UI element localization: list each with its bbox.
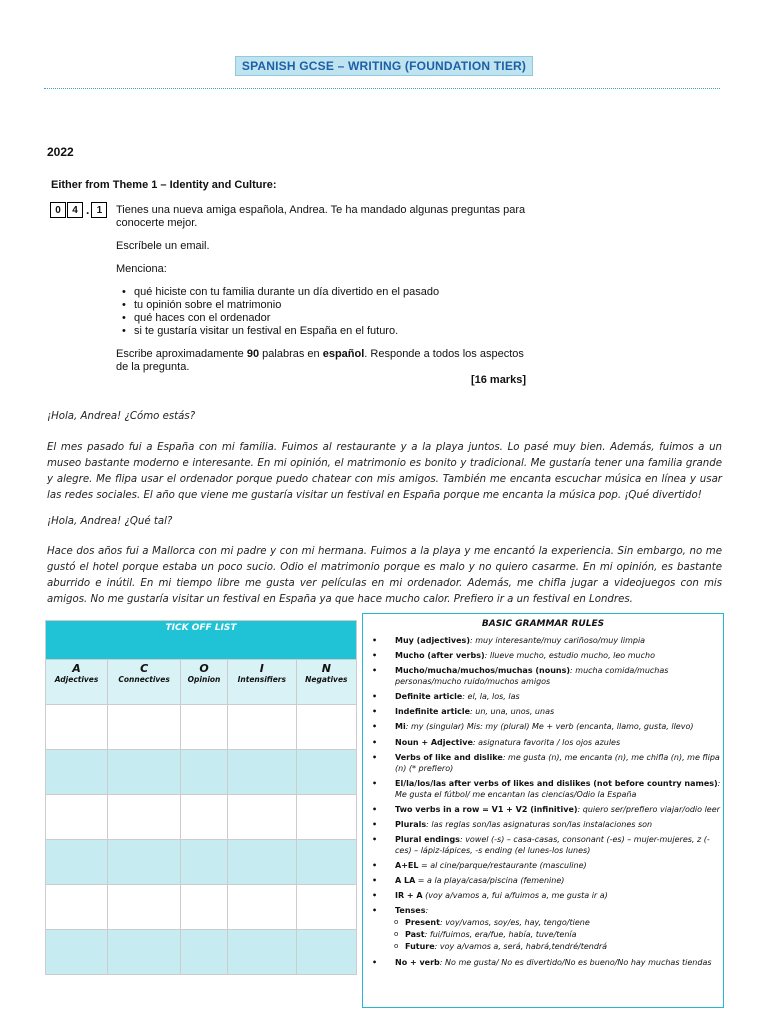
list-item xyxy=(363,778,723,800)
question-instruction: Escríbele un email. xyxy=(116,240,210,252)
list-item xyxy=(363,635,723,646)
tick-cell[interactable] xyxy=(181,705,228,750)
page-title: SPANISH GCSE – WRITING (FOUNDATION TIER) xyxy=(235,56,533,76)
rule-text: : my (singular) Mis: my (plural) Me + verb (encanta, llamo, gusta, llevo) xyxy=(405,722,694,732)
rule-text: : un, una, unos, unas xyxy=(470,707,555,717)
rule-text: : quiero ser/prefiero viajar/odio leer xyxy=(577,804,720,814)
rule-label: Mucho/mucha/muchos/muchas (nouns) xyxy=(395,666,571,676)
rule-label: Mucho (after verbs) xyxy=(395,651,485,661)
list-item: • tu opinión sobre el matrimonio xyxy=(126,299,526,312)
question-bullets xyxy=(116,286,526,338)
question-digit: 1 xyxy=(91,202,107,218)
tick-off-list xyxy=(45,620,357,975)
tick-cell[interactable] xyxy=(296,750,356,795)
tick-cell[interactable] xyxy=(227,795,296,840)
list-item: • qué haces con el ordenador xyxy=(126,312,526,325)
tick-column-opinion xyxy=(181,660,228,705)
rule-text: = al cine/parque/restaurante (masculine) xyxy=(418,861,587,871)
theme-heading: Either from Theme 1 – Identity and Culture: xyxy=(51,179,277,191)
rule-text: : No me gusta/ No es divertido/No es bueno/No hay muchas tiendas xyxy=(439,958,712,968)
rule-text: : Me gusta el fútbol/ me encantan las ciencias/Odio la España xyxy=(395,778,721,799)
rule-text: : me gusta (n), me encanta (n), me chifla (n), me flipa (n) (* prefiero) xyxy=(395,752,720,773)
tick-cell[interactable] xyxy=(227,885,296,930)
column-word: Intensifiers xyxy=(237,675,286,684)
column-letter: A xyxy=(72,662,81,675)
tick-column-intensifiers xyxy=(227,660,296,705)
question-intro: Tienes una nueva amiga española, Andrea. Te ha mandado algunas preguntas para conocerte mejor. xyxy=(116,204,526,229)
list-item xyxy=(363,941,723,952)
tick-cell[interactable] xyxy=(181,750,228,795)
tick-cell[interactable] xyxy=(108,840,181,885)
rule-text: : asignatura favorita / los ojos azules xyxy=(472,737,621,747)
question-dot: . xyxy=(86,203,90,217)
exam-year: 2022 xyxy=(47,145,74,159)
rule-label: Plural endings xyxy=(395,835,460,845)
tick-cell[interactable] xyxy=(227,750,296,795)
table-row xyxy=(46,840,357,885)
list-item xyxy=(363,860,723,871)
question-text xyxy=(116,204,526,387)
tense-text: : fui/fuimos, era/fue, había, tuve/tenía xyxy=(424,930,577,940)
tick-column-negatives xyxy=(296,660,356,705)
rule-label: IR + A xyxy=(395,891,423,901)
table-row xyxy=(46,750,357,795)
column-word: Connectives xyxy=(118,675,170,684)
column-word: Adjectives xyxy=(54,675,99,684)
column-letter: C xyxy=(140,662,149,675)
list-item xyxy=(363,650,723,661)
tick-cell[interactable] xyxy=(46,930,108,975)
tick-cell[interactable] xyxy=(181,930,228,975)
tense-label: Future xyxy=(405,942,435,952)
table-row xyxy=(46,795,357,840)
list-item xyxy=(363,875,723,886)
list-item xyxy=(363,834,723,856)
tick-cell[interactable] xyxy=(181,885,228,930)
list-item xyxy=(363,905,723,916)
question-digit: 4 xyxy=(67,202,83,218)
tick-cell[interactable] xyxy=(46,795,108,840)
column-letter: N xyxy=(321,662,331,675)
rule-label: Definite article xyxy=(395,692,463,702)
table-row xyxy=(46,930,357,975)
column-word: Opinion xyxy=(187,675,221,684)
tick-cell[interactable] xyxy=(108,750,181,795)
grammar-rules-box xyxy=(362,613,724,1008)
tick-cell[interactable] xyxy=(46,705,108,750)
list-item xyxy=(363,957,723,968)
list-item xyxy=(363,691,723,702)
grammar-title: BASIC GRAMMAR RULES xyxy=(481,619,605,629)
rule-text: : llueve mucho, estudio mucho, leo mucho xyxy=(484,651,655,661)
list-item: • qué hiciste con tu familia durante un día divertido en el pasado xyxy=(126,286,526,299)
word-count-language: español xyxy=(322,348,365,360)
mention-label: Menciona: xyxy=(116,263,167,275)
list-item xyxy=(363,665,723,687)
tick-cell[interactable] xyxy=(227,930,296,975)
rule-label: Verbs of like and dislike xyxy=(395,752,503,762)
tick-cell[interactable] xyxy=(296,705,356,750)
rule-text: : xyxy=(425,906,429,916)
rule-text: = a la playa/casa/piscina (femenine) xyxy=(415,876,565,886)
tick-column-adjectives xyxy=(46,660,108,705)
essay-1-greeting: ¡Hola, Andrea! ¿Cómo estás? xyxy=(47,411,196,422)
column-letter: I xyxy=(259,662,264,675)
list-item: • si te gustaría visitar un festival en España en el futuro. xyxy=(126,325,526,338)
list-item xyxy=(363,706,723,717)
word-count-instruction xyxy=(116,348,526,374)
tick-list-title: TICK OFF LIST xyxy=(46,621,357,660)
tick-cell[interactable] xyxy=(46,750,108,795)
column-word: Negatives xyxy=(305,675,348,684)
table-row xyxy=(46,885,357,930)
rule-text: : mucha comida/muchas personas/mucho ruido/muchos amigos xyxy=(395,666,669,687)
tick-cell[interactable] xyxy=(108,705,181,750)
tick-cell[interactable] xyxy=(181,795,228,840)
rule-text: : el, la, los, las xyxy=(462,692,520,702)
tick-cell[interactable] xyxy=(108,930,181,975)
word-count-text: . Responde a todos los aspectos de la pregunta. xyxy=(116,348,524,373)
essay-2-greeting: ¡Hola, Andrea! ¿Qué tal? xyxy=(47,516,173,527)
rule-text: (voy a/vamos a, fui a/fuimos a, me gusta ir a) xyxy=(422,891,608,901)
list-item xyxy=(363,752,723,774)
tense-label: Past xyxy=(405,930,425,940)
tick-cell[interactable] xyxy=(296,840,356,885)
page-header xyxy=(0,56,768,76)
tick-cell[interactable] xyxy=(108,795,181,840)
rule-text: : muy interesante/muy cariñoso/muy limpia xyxy=(469,636,646,645)
tick-cell[interactable] xyxy=(296,795,356,840)
tick-cell[interactable] xyxy=(296,930,356,975)
word-count-text: palabras en xyxy=(259,348,323,360)
rule-label: Tenses xyxy=(395,906,426,916)
essay-1-body: El mes pasado fui a España con mi familia. Fuimos al restaurante y a la playa juntos. Lo pasé muy bien. Además, fuimos a un museo bastante moderno e interesante. En mi opinión, el matrimonio es bonito y tradicional. Me gustaría tener una familia grande y alegre. Me flipa usar el ordenador porque puedo chatear con mis amigos. También me encanta escuchar música en línea y usar las redes sociales. El año que viene me gustaría visitar un festival en España porque me encanta la música pop. ¡Qué divertido! xyxy=(47,442,722,501)
tick-cell[interactable] xyxy=(181,840,228,885)
tick-cell[interactable] xyxy=(108,885,181,930)
tick-column-connectives xyxy=(108,660,181,705)
marks-label: [16 marks] xyxy=(470,374,526,386)
column-letter: O xyxy=(199,662,209,675)
rule-text: : vowel (-s) – casa-casas, consonant (-es) – mujer-mujeres, z (-ces) – lápiz-lápices, -s ending (el lunes-los lunes) xyxy=(395,835,710,856)
rule-text: : las reglas son/las asignaturas son/las instalaciones son xyxy=(426,819,653,829)
essay-2-body: Hace dos años fui a Mallorca con mi padre y con mi hermana. Fuimos a la playa y me encantó la experiencia. Sin embargo, no me gustó el hotel porque estaba un poco sucio. Odio el matrimonio porque es malo y no quiero casarme. En mi opinión, es bastante aburrido e inútil. En mi tiempo libre me gusta ver películas en mi ordenador. Además, me chifla jugar a videojuegos con mis amigos. No me gustaría visitar un festival en España ya que hace mucho calor. Prefiero ir a un festival en Londres. xyxy=(47,546,722,605)
tick-cell[interactable] xyxy=(46,885,108,930)
table-row xyxy=(46,705,357,750)
list-item xyxy=(363,737,723,748)
question-number xyxy=(50,202,108,218)
list-item xyxy=(363,890,723,901)
rule-label: A LA xyxy=(395,876,416,886)
rule-label: Noun + Adjective xyxy=(395,737,473,747)
list-item xyxy=(363,804,723,815)
rule-label: Indefinite article xyxy=(395,707,471,717)
grammar-list xyxy=(363,635,723,968)
rule-label: No + verb xyxy=(395,958,440,968)
list-item xyxy=(363,819,723,830)
rule-label: Muy (adjectives) xyxy=(395,636,470,645)
rule-label: Two verbs in a row = V1 + V2 (infinitive) xyxy=(395,804,578,814)
tick-cell[interactable] xyxy=(46,840,108,885)
tick-cell[interactable] xyxy=(227,840,296,885)
list-item xyxy=(363,721,723,732)
rule-label: Plurals xyxy=(395,819,427,829)
word-count-number: 90 xyxy=(246,348,260,360)
tense-text: : voy/vamos, soy/es, hay, tengo/tiene xyxy=(439,918,590,928)
rule-label: Mi xyxy=(395,722,406,732)
tick-cell[interactable] xyxy=(227,705,296,750)
rule-label: El/la/los/las after verbs of likes and dislikes (not before country names) xyxy=(395,778,718,788)
header-divider xyxy=(44,88,720,89)
word-count-text: Escribe aproximadamente xyxy=(116,348,247,360)
rule-label: A+EL xyxy=(395,861,419,871)
tense-label: Present xyxy=(405,918,440,928)
list-item xyxy=(363,929,723,940)
question-digit: 0 xyxy=(50,202,66,218)
list-item xyxy=(363,917,723,928)
tick-cell[interactable] xyxy=(296,885,356,930)
tense-text: : voy a/vamos a, será, habrá,tendré/tendrá xyxy=(434,942,608,952)
